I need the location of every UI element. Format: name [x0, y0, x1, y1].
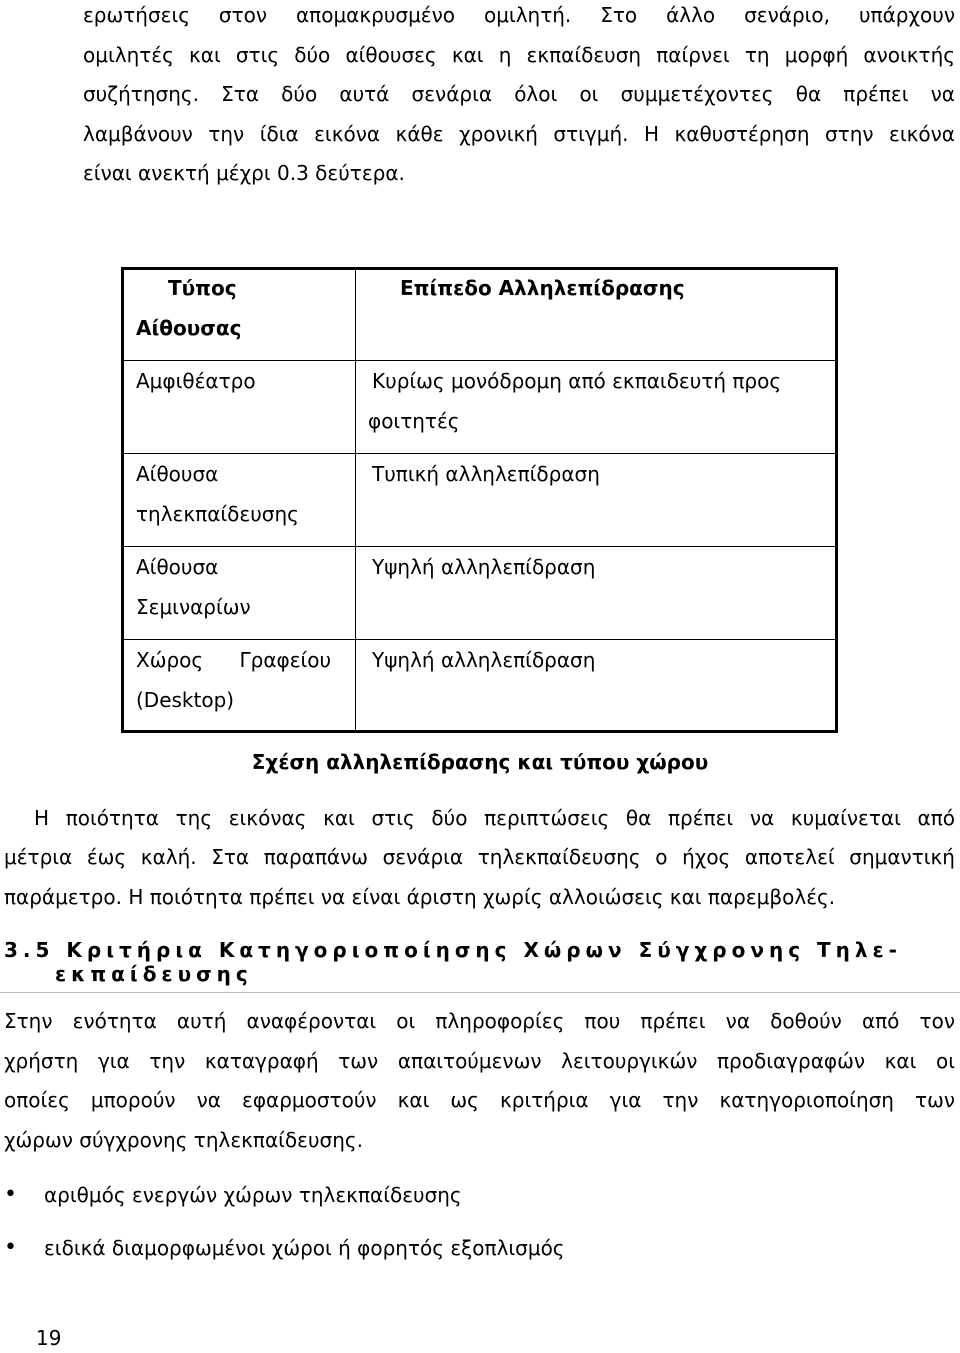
level-cell-line: Τυπική αλληλεπίδραση — [372, 462, 600, 486]
section-heading-line1: 3.5 Κριτήρια Κατηγοριοποίησης Χώρων Σύγχρονης Τηλε- — [4, 938, 902, 962]
criteria-list — [0, 1175, 960, 1281]
paragraph-line: χώρων σύγχρονης τηλεκπαίδευσης. — [4, 1127, 363, 1152]
header-room-type-line1: Τύπος — [168, 276, 237, 300]
quality-paragraph — [0, 799, 955, 839]
room-cell-line: (Desktop) — [136, 688, 235, 712]
room-cell — [123, 547, 356, 640]
room-cell — [123, 361, 356, 454]
table-header-row — [123, 269, 837, 361]
table-row — [123, 547, 837, 640]
paragraph-line: Στην ενότητα αυτή αναφέρονται οι πληροφορίες που πρέπει να δοθούν από τον — [4, 1009, 955, 1033]
room-cell-line: Αμφιθέατρο — [136, 369, 256, 393]
section-paragraph — [4, 1002, 955, 1160]
paragraph-line: χρήστη για την καταγραφή των απαιτούμενων λειτουργικών προδιαγραφών και οι — [4, 1048, 955, 1073]
room-cell-line: Σεμιναρίων — [136, 595, 251, 619]
list-item — [0, 1175, 960, 1228]
paragraph-line: μέτρια έως καλή. Στα παραπάνω σενάρια τηλεκπαίδευσης ο ήχος αποτελεί σημαντική — [4, 845, 955, 869]
level-cell-line: Υψηλή αλληλεπίδραση — [372, 555, 596, 579]
room-cell-line: τηλεκπαίδευσης — [136, 502, 299, 526]
quality-paragraph-cont — [4, 838, 955, 917]
room-cell-line: Χώρος Γραφείου — [136, 648, 332, 672]
header-interaction-level — [356, 269, 837, 361]
room-cell-line: Αίθουσα — [136, 462, 219, 486]
section-heading-line2: εκπαίδευσης — [55, 962, 253, 986]
page-number: 19 — [36, 1326, 62, 1350]
level-cell — [356, 454, 837, 547]
room-cell-line: Αίθουσα — [136, 555, 219, 579]
room-cell — [123, 454, 356, 547]
paragraph-line: παράμετρο. Η ποιότητα πρέπει να είναι άριστη χωρίς αλλοιώσεις και παρεμβολές. — [4, 884, 836, 909]
level-cell — [356, 640, 837, 732]
level-cell-line: φοιτητές — [368, 409, 460, 433]
header-room-type-line2: Αίθουσας — [136, 316, 242, 340]
table-row — [123, 454, 837, 547]
interaction-table — [121, 267, 838, 733]
level-cell — [356, 361, 837, 454]
paragraph-line: λαμβάνουν την ίδια εικόνα κάθε χρονική στιγμή. Η καθυστέρηση στην εικόνα — [83, 121, 955, 146]
level-cell — [356, 547, 837, 640]
list-item-text: αριθμός ενεργών χώρων τηλεκπαίδευσης — [44, 1183, 462, 1207]
paragraph-line: ομιλητές και στις δύο αίθουσες και η εκπαίδευση παίρνει τη μορφή ανοικτής — [83, 42, 955, 67]
list-item-text: ειδικά διαμορφωμένοι χώροι ή φορητός εξοπλισμός — [44, 1236, 565, 1260]
table-caption: Σχέση αλληλεπίδρασης και τύπου χώρου — [251, 750, 709, 774]
table-row — [123, 361, 837, 454]
bullet-icon: • — [4, 1182, 17, 1207]
paragraph-line: είναι ανεκτή μέχρι 0.3 δεύτερα. — [83, 161, 405, 185]
section-heading — [0, 938, 960, 993]
paragraph-line: ερωτήσεις στον απομακρυσμένο ομιλητή. Στο άλλο σενάριο, υπάρχουν — [83, 3, 955, 27]
paragraph-line: συζήτησης. Στα δύο αυτά σενάρια όλοι οι συμμετέχοντες θα πρέπει να — [83, 82, 955, 106]
level-cell-line: Υψηλή αλληλεπίδραση — [372, 648, 596, 672]
intro-paragraph — [83, 0, 955, 194]
level-cell-line: Κυρίως μονόδρομη από εκπαιδευτή προς — [372, 369, 782, 393]
paragraph-line: οποίες μπορούν να εφαρμοστούν και ως κριτήρια για την κατηγοριοποίηση των — [4, 1088, 955, 1112]
table-row — [123, 640, 837, 732]
paragraph-line: Η ποιότητα της εικόνας και στις δύο περιπτώσεις θα πρέπει να κυμαίνεται από — [34, 806, 955, 830]
header-interaction-level-text: Επίπεδο Αλληλεπίδρασης — [400, 276, 685, 300]
list-item — [0, 1228, 960, 1281]
bullet-icon: • — [4, 1235, 17, 1260]
header-room-type — [123, 269, 356, 361]
room-cell — [123, 640, 356, 732]
